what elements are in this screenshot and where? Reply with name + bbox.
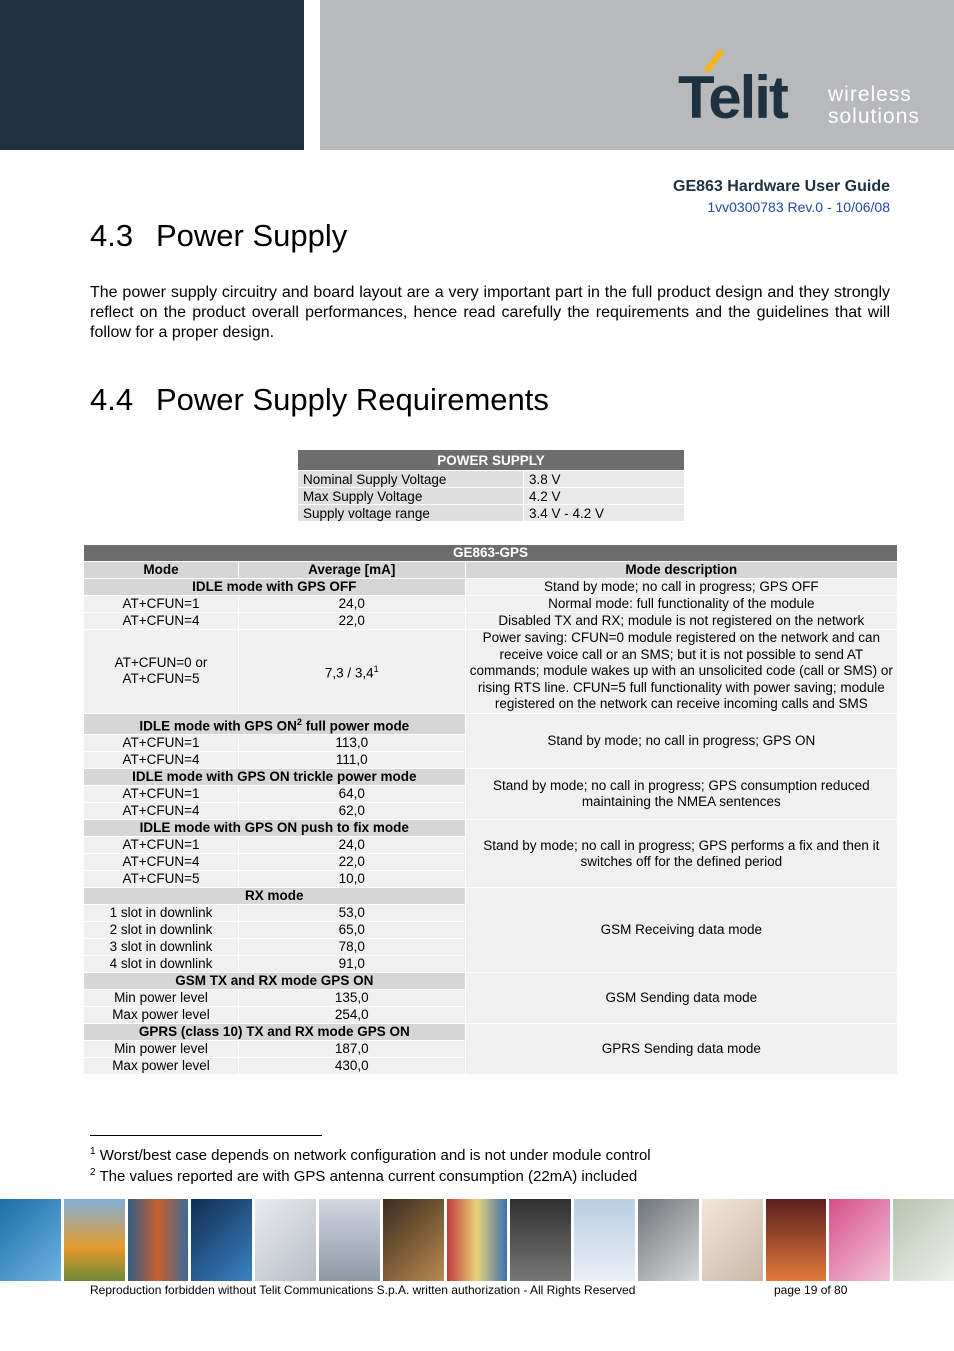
footer-photo — [447, 1199, 508, 1281]
table-row: AT+CFUN=1 113,0 — [84, 735, 898, 752]
table-row: AT+CFUN=1 24,0 — [84, 837, 898, 854]
footer-photo — [702, 1199, 763, 1281]
table-row: Nominal Supply Voltage 3.8 V — [298, 471, 685, 488]
power-supply-table — [297, 449, 685, 522]
table-header-row: Mode Average [mA] Mode description — [84, 562, 898, 579]
table-row: Supply voltage range 3.4 V - 4.2 V — [298, 505, 685, 522]
copyright-notice: Reproduction forbidden without Telit Communications S.p.A. written authorization - All Rights Reserved — [90, 1283, 636, 1297]
table-row: AT+CFUN=4 22,0 Disabled TX and RX; module is not registered on the network — [84, 613, 898, 630]
footer-photo — [510, 1199, 571, 1281]
table-row: AT+CFUN=5 10,0 — [84, 871, 898, 888]
telit-logo — [678, 48, 938, 134]
footer-photo-strip — [0, 1199, 954, 1281]
table-row: Min power level 135,0 — [84, 990, 898, 1007]
section-heading-power-supply-requirements — [90, 382, 549, 418]
table-row: 2 slot in downlink 65,0 — [84, 922, 898, 939]
footer-photo — [0, 1199, 61, 1281]
section-row: GPRS (class 10) TX and RX mode GPS ON — [84, 1024, 466, 1041]
table-row: AT+CFUN=1 64,0 — [84, 786, 898, 803]
footer-photo — [191, 1199, 252, 1281]
table-title: GE863-GPS — [84, 545, 898, 562]
page-number: page 19 of 80 — [774, 1283, 848, 1297]
footer-photo — [574, 1199, 635, 1281]
table-row: AT+CFUN=4 62,0 — [84, 803, 898, 820]
table-row: Max Supply Voltage 4.2 V — [298, 488, 685, 505]
footer-photo — [893, 1199, 954, 1281]
table-row: AT+CFUN=1 24,0 Normal mode: full functionality of the module — [84, 596, 898, 613]
logo-tagline-2: solutions — [828, 105, 920, 128]
header-dark-block — [0, 0, 304, 150]
table-row: 4 slot in downlink 91,0 — [84, 956, 898, 973]
footer-photo — [64, 1199, 125, 1281]
footnote-1: $^1$ Worst/best case depends on network configuration and is not under module control — [90, 1146, 651, 1164]
footer-photo — [255, 1199, 316, 1281]
table-row: Max power level 430,0 — [84, 1058, 898, 1075]
section-row: IDLE mode with GPS ON trickle power mode — [84, 769, 466, 786]
table-row: AT+CFUN=0 or AT+CFUN=5 $7,3 / 3,4^1$ Power saving: CFUN=0 module registered on the network and can receive voice call or an SMS; but it is not possible to send AT commands; module wakes up with an unsolicited code (call or SMS) or rising RTS line. CFUN=5 full functionality with power saving; module registered on the network can receive incoming calls and SMS — [84, 630, 898, 714]
document-revision: 1vv0300783 Rev.0 - 10/06/08 — [707, 199, 890, 215]
footer-photo — [829, 1199, 890, 1281]
logo-wordmark: Telit — [678, 64, 787, 131]
section-row: GSM TX and RX mode GPS ON — [84, 973, 466, 990]
footnote-divider — [90, 1135, 322, 1136]
body-paragraph: The power supply circuitry and board layout are a very important part in the full product design and they strongly reflect on the product overall performances, hence read carefully the requirements and the guidelines that will follow for a proper design. — [90, 284, 890, 341]
table-row: 1 slot in downlink 53,0 — [84, 905, 898, 922]
table-row: AT+CFUN=4 22,0 — [84, 854, 898, 871]
section-row: IDLE mode with GPS ON push to fix mode — [84, 820, 466, 837]
footer-photo — [766, 1199, 827, 1281]
footer-photo — [128, 1199, 189, 1281]
table-row: 3 slot in downlink 78,0 — [84, 939, 898, 956]
footer-photo — [383, 1199, 444, 1281]
section-title: Power Supply — [156, 218, 348, 253]
table-row: Max power level 254,0 — [84, 1007, 898, 1024]
logo-tagline-1: wireless — [828, 83, 912, 106]
gps-current-table: GE863-GPS Mode Average [mA] Mode description IDLE mode with GPS OFF Stand by mode; no call in progress; GPS OFF AT+CFUN=1 24,0 Normal mode: full functionality of the module AT+CFUN=4 22,0 Disabled TX and RX; module is not registered on the network AT+CFUN=0 or AT+CFUN=5 $7,3 / 3,4^1$ Power saving: CFUN=0 module registered on the network and can receive voice call or an SMS; but it is not possible to send AT commands; module wakes up with an unsolicited code (call or SMS) or rising RTS line. CFUN=5 full functionality with power saving; module registered on the network can receive incoming calls and SMS IDLE mode with GPS $ON^2$ full power mode Stand by mode; no call in progress; GPS ON AT+CFUN=1 113,0 AT+CFUN=4 111,0 IDLE mode with GPS ON trickle power mode Stand by mode; no call in progress; GPS consumption reduced maintaining the NMEA sentences AT+CFUN=1 64,0 AT+CFUN=4 62,0 IDLE mode with GPS ON push to fix mode Stand by mode; no call in progress; GPS performs a fix and then it switches off for the defined period AT+CFUN=1 24,0 AT+CFUN=4 22,0 AT+CFUN=5 10,0 RX mode GSM Receiving data mode 1 slot in downlink 53,0 2 slot in downlink 65,0 3 slot in downlink 78,0 4 slot in downlink 91,0 GSM TX and RX mode GPS ON GSM Sending data mode Min power level 135,0 Max power level 254,0 GPRS (class 10) TX and RX mode GPS ON GPRS Sending data mode Min power level 187,0 Max power level 430,0 — [83, 544, 898, 1075]
document-title: GE863 Hardware User Guide — [673, 178, 890, 195]
footer-photo — [319, 1199, 380, 1281]
table-row: AT+CFUN=4 111,0 — [84, 752, 898, 769]
table-header: POWER SUPPLY — [298, 450, 685, 471]
footnote-2: $^2$ The values reported are with GPS antenna current consumption (22mA) included — [90, 1167, 638, 1185]
table-row: Min power level 187,0 — [84, 1041, 898, 1058]
footer-photo — [638, 1199, 699, 1281]
section-number: 4.3 — [90, 218, 134, 253]
section-number: 4.4 — [90, 382, 134, 417]
section-row: IDLE mode with GPS OFF — [84, 579, 466, 596]
section-heading-power-supply — [90, 218, 347, 254]
section-row: RX mode — [84, 888, 466, 905]
section-title: Power Supply Requirements — [156, 382, 549, 417]
section-row: IDLE mode with GPS $ON^2$ full power mode — [84, 713, 466, 735]
